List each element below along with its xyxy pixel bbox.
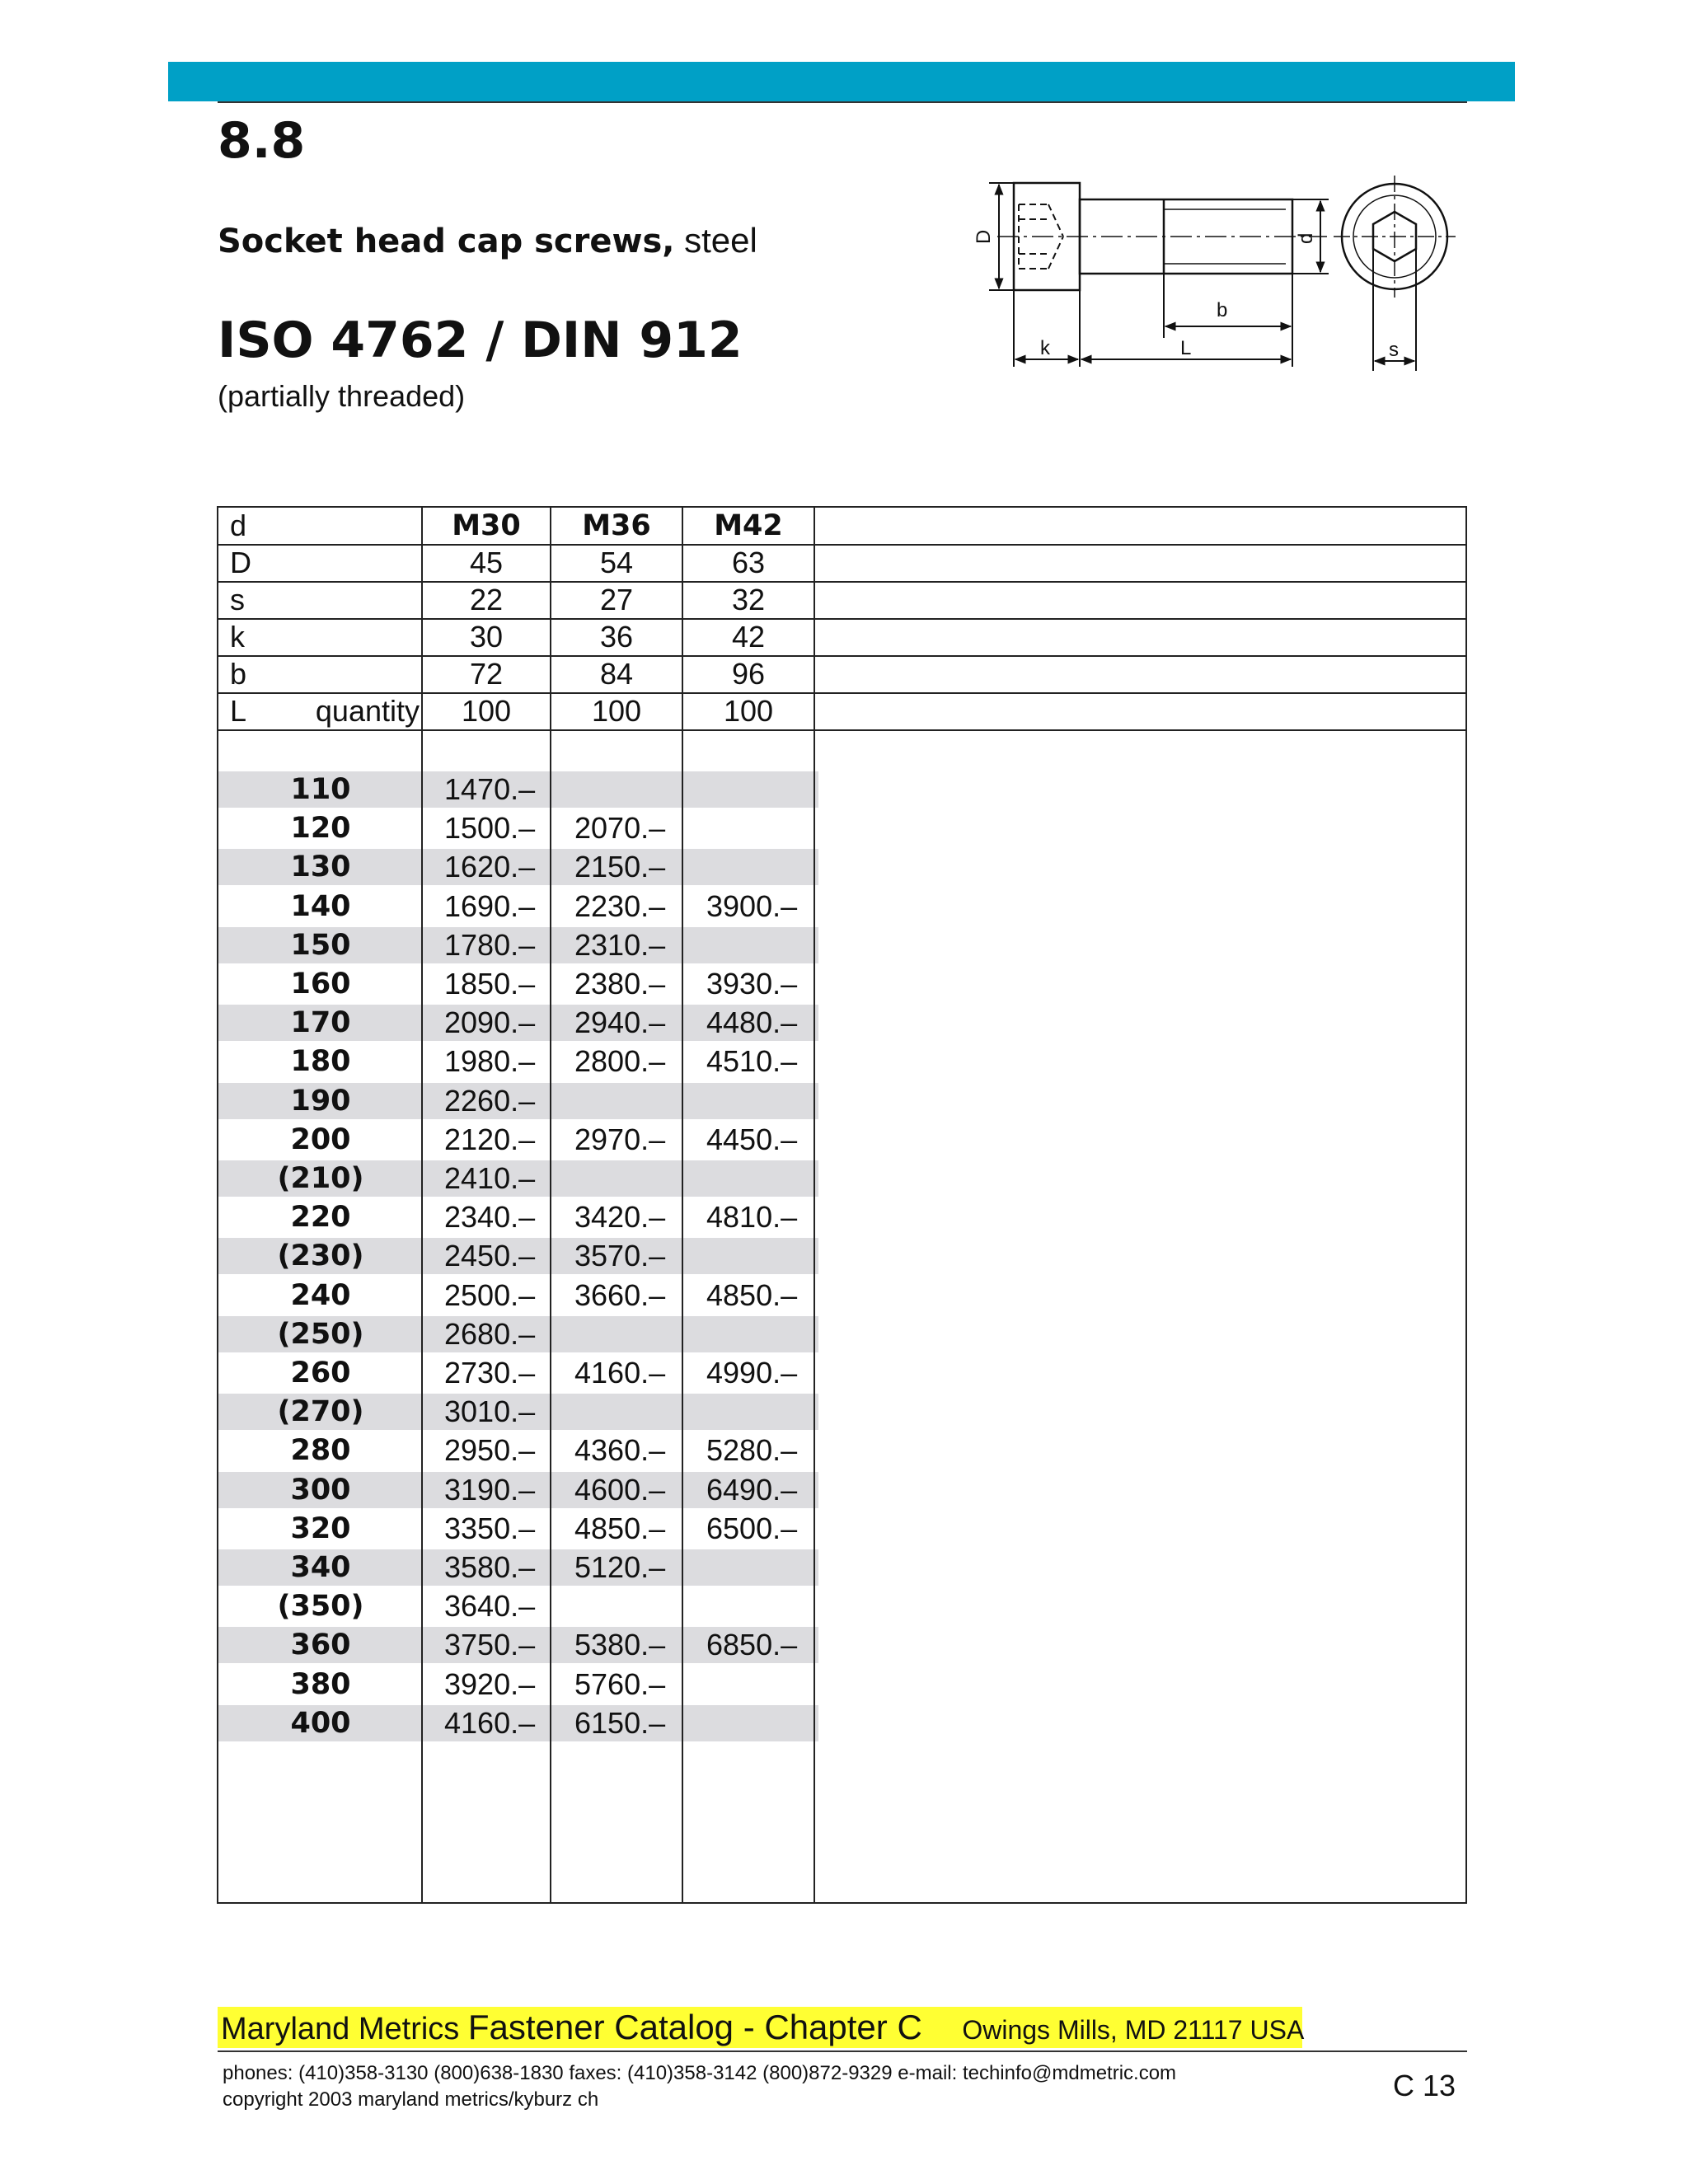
- price-cell: 6500.–: [706, 1511, 798, 1545]
- price-cell: 3660.–: [574, 1278, 666, 1312]
- price-cell: 4990.–: [706, 1356, 798, 1390]
- dim-value: 54: [599, 546, 634, 579]
- length-value: (230): [277, 1240, 364, 1272]
- length-value: 170: [290, 1006, 351, 1039]
- col-divider: [814, 508, 815, 1902]
- dim-value: 84: [599, 657, 634, 691]
- price-cell: 2940.–: [574, 1005, 666, 1039]
- price-cell: 2410.–: [444, 1161, 536, 1195]
- price-cell: 2450.–: [444, 1239, 536, 1272]
- price-table: [217, 506, 1467, 1904]
- price-cell: 2120.–: [444, 1122, 536, 1156]
- length-value: 200: [290, 1123, 351, 1156]
- price-cell: 2310.–: [574, 928, 666, 962]
- length-value: 190: [290, 1085, 351, 1118]
- length-value: (270): [277, 1395, 364, 1428]
- length-value: 360: [290, 1629, 351, 1661]
- dim-value: 27: [599, 583, 634, 616]
- price-cell: 6490.–: [706, 1473, 798, 1507]
- length-value: 150: [290, 929, 351, 962]
- price-cell: 4850.–: [706, 1278, 798, 1312]
- contact-numbers: phones: (410)358-3130 (800)638-1830 faxes: (410)358-3142 (800)872-9329 e-mail: techinfo@mdmetric.com: [223, 2062, 1177, 2084]
- product-material: steel: [684, 221, 757, 260]
- standard-title: ISO 4762 / DIN 912: [218, 312, 743, 369]
- price-cell: 3750.–: [444, 1628, 536, 1661]
- length-value: 400: [290, 1707, 351, 1740]
- page-number: C 13: [1393, 2069, 1456, 2102]
- footer-rule: [218, 2050, 1467, 2052]
- footer-company: Maryland Metrics: [221, 2012, 460, 2046]
- header-color-bar: [168, 62, 1515, 101]
- strength-grade: 8.8: [218, 112, 306, 170]
- label-d: d: [1295, 232, 1317, 244]
- price-cell: 3930.–: [706, 967, 798, 1001]
- price-cell: 3580.–: [444, 1550, 536, 1584]
- dim-value: 36: [599, 620, 634, 654]
- length-value: 280: [290, 1434, 351, 1467]
- length-value: 130: [290, 851, 351, 883]
- price-cell: 2730.–: [444, 1356, 536, 1390]
- row-divider: [218, 729, 1465, 731]
- price-cell: 3570.–: [574, 1239, 666, 1272]
- price-cell: 4600.–: [574, 1473, 666, 1507]
- price-cell: 2950.–: [444, 1433, 536, 1467]
- row-divider: [218, 581, 1465, 583]
- label-s-row: s: [230, 583, 245, 616]
- price-cell: 2340.–: [444, 1200, 536, 1234]
- price-cell: 1620.–: [444, 850, 536, 883]
- price-cell: 2090.–: [444, 1005, 536, 1039]
- size-m30: M30: [452, 509, 521, 542]
- price-cell: 1850.–: [444, 967, 536, 1001]
- length-value: (210): [277, 1162, 364, 1195]
- price-cell: 2970.–: [574, 1122, 666, 1156]
- screw-technical-drawing: [948, 165, 1475, 379]
- length-value: 220: [290, 1201, 351, 1234]
- length-value: 260: [290, 1357, 351, 1390]
- price-cell: 1690.–: [444, 889, 536, 923]
- label-L-row: L: [230, 694, 247, 728]
- label-d-row: d: [230, 509, 247, 542]
- price-cell: 4160.–: [574, 1356, 666, 1390]
- price-cell: 4850.–: [574, 1511, 666, 1545]
- dim-value: 72: [469, 657, 504, 691]
- price-cell: 4510.–: [706, 1044, 798, 1078]
- length-value: 140: [290, 890, 351, 923]
- price-cell: 3010.–: [444, 1394, 536, 1428]
- price-cell: 2380.–: [574, 967, 666, 1001]
- price-cell: 1780.–: [444, 928, 536, 962]
- price-cell: 1980.–: [444, 1044, 536, 1078]
- label-L: L: [1180, 337, 1192, 359]
- price-cell: 4810.–: [706, 1200, 798, 1234]
- product-title-bold: Socket head cap screws,: [218, 223, 675, 260]
- price-cell: 5120.–: [574, 1550, 666, 1584]
- dim-value: 63: [731, 546, 766, 579]
- length-value: 240: [290, 1279, 351, 1312]
- label-k-row: k: [230, 620, 245, 654]
- price-cell: 2070.–: [574, 811, 666, 845]
- price-cell: 2150.–: [574, 850, 666, 883]
- price-cell: 2680.–: [444, 1317, 536, 1351]
- price-cell: 3350.–: [444, 1511, 536, 1545]
- row-divider: [218, 618, 1465, 620]
- dim-value: 96: [731, 657, 766, 691]
- price-cell: 5380.–: [574, 1628, 666, 1661]
- length-value: 380: [290, 1668, 351, 1701]
- size-m36: M36: [582, 509, 651, 542]
- label-k: k: [1040, 337, 1050, 359]
- quantity-value: 100: [723, 694, 774, 728]
- price-cell: 6850.–: [706, 1628, 798, 1661]
- price-cell: 4480.–: [706, 1005, 798, 1039]
- price-cell: 4450.–: [706, 1122, 798, 1156]
- footer-location: Owings Mills, MD 21117 USA: [962, 2015, 1305, 2045]
- price-cell: 4160.–: [444, 1706, 536, 1740]
- length-value: 110: [290, 773, 351, 806]
- length-value: (250): [277, 1318, 364, 1351]
- length-value: 120: [290, 812, 351, 845]
- price-cell: 2230.–: [574, 889, 666, 923]
- price-cell: 3190.–: [444, 1473, 536, 1507]
- length-value: 320: [290, 1512, 351, 1545]
- label-D-row: D: [230, 546, 251, 579]
- price-cell: 1500.–: [444, 811, 536, 845]
- length-value: (350): [277, 1590, 364, 1623]
- label-b-row: b: [230, 657, 247, 691]
- footer-catalog: Fastener Catalog - Chapter C: [467, 2008, 922, 2046]
- footer-contact: [223, 2060, 1176, 2113]
- price-cell: 6150.–: [574, 1706, 666, 1740]
- length-value: 160: [290, 968, 351, 1001]
- price-cell: 2500.–: [444, 1278, 536, 1312]
- dim-value: 22: [469, 583, 504, 616]
- dim-value: 30: [469, 620, 504, 654]
- price-cell: 5760.–: [574, 1667, 666, 1701]
- price-cell: 3900.–: [706, 889, 798, 923]
- length-value: 300: [290, 1474, 351, 1507]
- dim-value: 45: [469, 546, 504, 579]
- row-divider: [218, 544, 1465, 546]
- price-cell: 5280.–: [706, 1433, 798, 1467]
- dim-value: 42: [731, 620, 766, 654]
- length-value: 180: [290, 1045, 351, 1078]
- footer-title: [221, 2008, 1304, 2049]
- label-s: s: [1389, 339, 1399, 361]
- variant-note: (partially threaded): [218, 379, 466, 413]
- header-rule: [218, 101, 1467, 103]
- length-value: 340: [290, 1551, 351, 1584]
- price-cell: 4360.–: [574, 1433, 666, 1467]
- price-cell: 2260.–: [444, 1084, 536, 1118]
- quantity-value: 100: [461, 694, 512, 728]
- quantity-label: quantity: [315, 694, 420, 728]
- size-m42: M42: [714, 509, 783, 542]
- row-divider: [218, 655, 1465, 657]
- product-title: [218, 221, 757, 260]
- price-cell: 2800.–: [574, 1044, 666, 1078]
- label-b: b: [1217, 299, 1228, 321]
- dim-value: 32: [731, 583, 766, 616]
- quantity-value: 100: [591, 694, 642, 728]
- price-cell: 3920.–: [444, 1667, 536, 1701]
- price-cell: 3640.–: [444, 1589, 536, 1623]
- price-cell: 1470.–: [444, 772, 536, 806]
- label-D: D: [973, 229, 995, 244]
- price-cell: 3420.–: [574, 1200, 666, 1234]
- copyright: copyright 2003 maryland metrics/kyburz ch: [223, 2088, 599, 2111]
